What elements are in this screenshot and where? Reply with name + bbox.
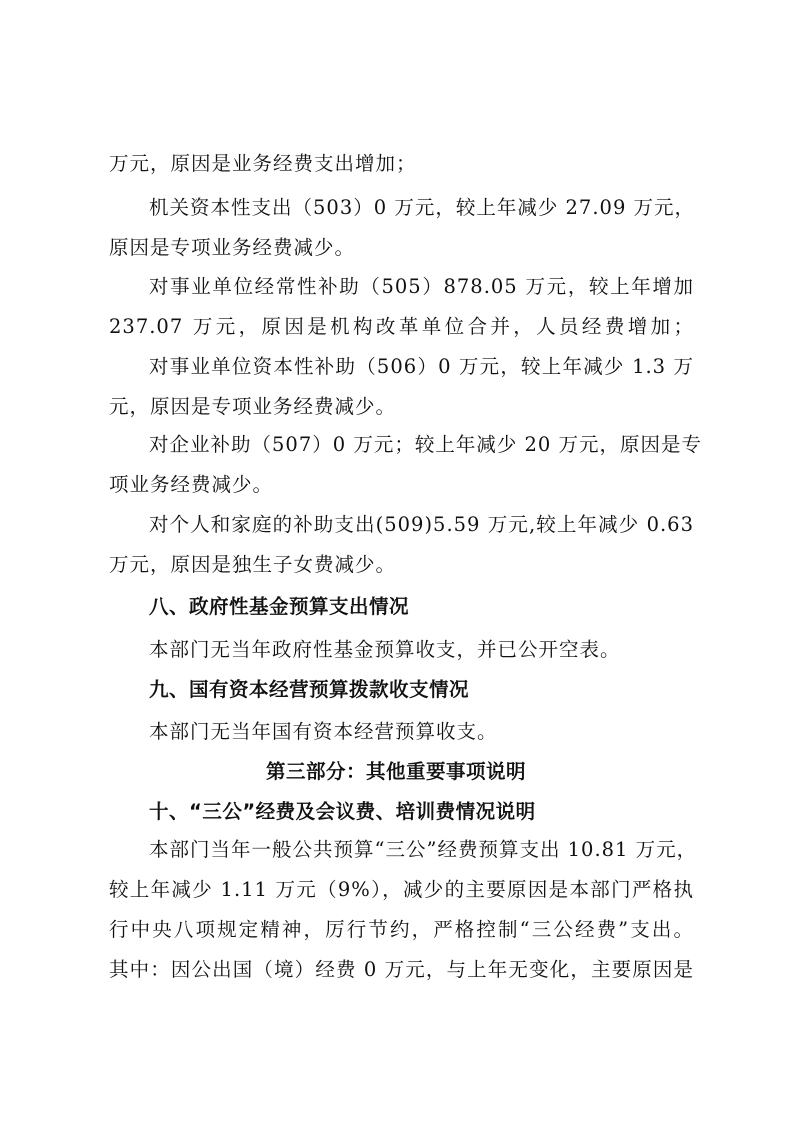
paragraph-line: 项业务经费减少。 [109,473,274,496]
section-heading: 九、国有资本经营预算拨款收支情况 [149,678,470,701]
paragraph-line: 本部门无当年政府性基金预算收支，并已公开空表。 [149,638,621,661]
paragraph-line: 本部门当年一般公共预算“三公”经费预算支出 10.81 万元， [149,838,698,861]
section-heading: 八、政府性基金预算支出情况 [149,595,410,618]
paragraph-line: 本部门无当年国有资本经营预算收支。 [149,720,498,743]
paragraph-line: 对事业单位经常性补助（505）878.05 万元，较上年增加 [149,275,694,298]
paragraph-line: 对事业单位资本性补助（506）0 万元，较上年减少 1.3 万 [149,355,694,378]
paragraph-line: 机关资本性支出（503）0 万元，较上年减少 27.09 万元， [149,196,696,219]
paragraph-line: 万元，原因是业务经费支出增加； [109,152,417,175]
paragraph-line: 其中：因公出国（境）经费 0 万元，与上年无变化，主要原因是 [109,958,694,981]
paragraph-line: 元，原因是专项业务经费减少。 [109,395,397,418]
paragraph-line: 万元，原因是独生子女费减少。 [109,553,397,576]
part-heading: 第三部分：其他重要事项说明 [265,760,526,783]
paragraph-line: 原因是专项业务经费减少。 [109,236,356,259]
paragraph-line: 对企业补助（507）0 万元；较上年减少 20 万元，原因是专 [149,433,703,456]
paragraph-line: 237.07 万元，原因是机构改革单位合并，人员经费增加； [109,315,694,338]
section-heading: 十、“三公”经费及会议费、培训费情况说明 [149,800,536,823]
paragraph-line: 对个人和家庭的补助支出(509)5.59 万元,较上年减少 0.63 [149,513,694,536]
paragraph-line: 行中央八项规定精神，厉行节约，严格控制“三公经费”支出。 [109,918,694,941]
paragraph-line: 较上年减少 1.11 万元（9%），减少的主要原因是本部门严格执 [109,878,694,901]
